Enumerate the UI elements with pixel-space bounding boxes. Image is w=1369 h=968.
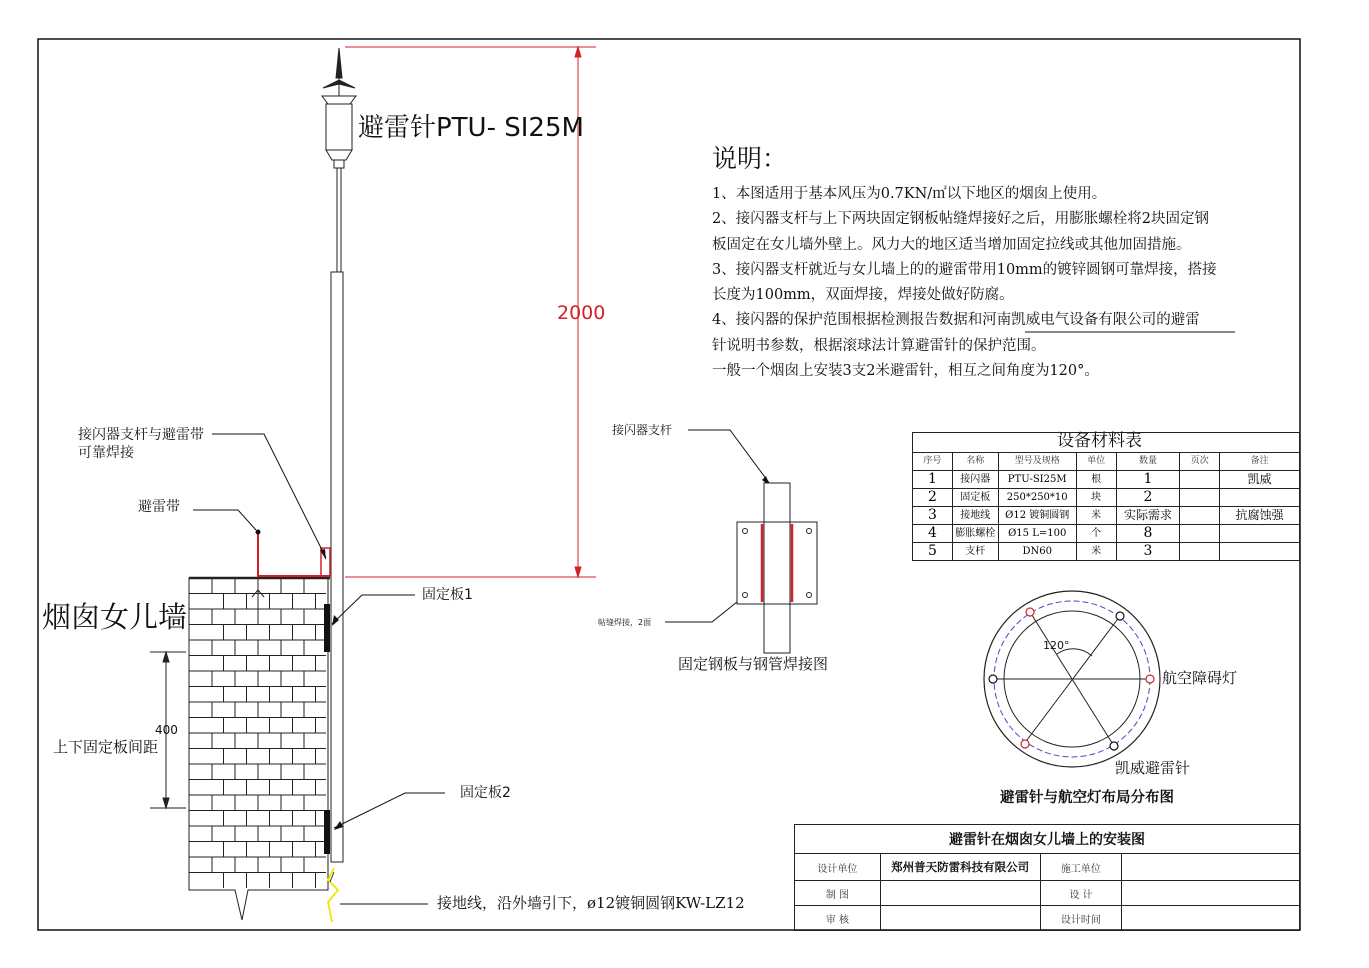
bom-header-cell: 单位 [1076,453,1116,471]
dimension-400-label: 400 [155,723,178,737]
note-line: 4、接闪器的保护范围根据检测报告数据和河南凯威电气设备有限公司的避雷 [712,312,1200,329]
bom-cell: 抗腐蚀强 [1220,507,1300,525]
weld-detail [737,483,817,653]
label-aviation-light: 航空障碍灯 [1162,669,1238,687]
label-kaiwei-rod: 凯威避雷针 [1115,759,1191,777]
bom-cell: 支杆 [952,543,998,561]
bom-row [913,507,1300,525]
note-line: 1、本图适用于基本风压为0.7KN/㎡以下地区的烟囱上使用。 [712,186,1107,202]
bom-header-cell: 型号及规格 [998,453,1076,471]
note-line: 针说明书参数，根据滚球法计算避雷针的保护范围。 [712,337,1046,354]
bom-cell [1180,525,1220,543]
bom-cell: 根 [1076,471,1116,489]
bom-cell [1220,543,1300,561]
bom-cell [1180,507,1220,525]
chimney-wall [189,578,328,920]
label-plate-2: 固定板2 [460,785,511,801]
construction-unit-label: 施工单位 [1040,854,1122,881]
label-support-weld-2: 可靠焊接 [78,445,134,461]
label-detail-weld: 帖缝焊接，2面 [598,618,652,627]
bom-cell: 4 [913,525,953,543]
bom-table [912,452,1300,561]
bom-cell: 块 [1076,489,1116,507]
fixing-plate-1-shape [324,604,330,652]
dimension-2000-label: 2000 [557,302,606,324]
label-lightning-belt: 避雷带 [138,499,180,515]
bom-cell [1180,471,1220,489]
wall-bricks [189,578,326,888]
drawing-title: 避雷针在烟囱女儿墙上的安装图 [795,825,1300,854]
note-line: 板固定在女儿墙外壁上。风力大的地区适当增加固定拉线或其他加固措施。 [712,236,1191,253]
bom-cell: 米 [1076,507,1116,525]
bom-cell: 2 [913,489,953,507]
bom-cell: 米 [1076,543,1116,561]
bom-cell [1180,543,1220,561]
note-line: 长度为100mm，双面焊接，焊接处做好防腐。 [712,287,1014,304]
bom-cell [1180,489,1220,507]
label-plate-spacing: 上下固定板间距 [53,738,159,756]
bom-cell [1220,525,1300,543]
bom-cell: PTU-SI25M [998,471,1076,489]
bom-cell: 3 [1116,543,1180,561]
label-support-weld-1: 接闪器支杆与避雷带 [78,427,204,443]
label-ground-wire: 接地线，沿外墙引下，ø12镀铜圆钢KW-LZ12 [437,894,745,912]
bom-cell: 1 [913,471,953,489]
bom-cell: 接闪器 [952,471,998,489]
drawn-by-label: 制 图 [795,881,881,906]
bom-header-cell: 数量 [1116,453,1180,471]
bom-cell: 1 [1116,471,1180,489]
label-chimney-wall: 烟囱女儿墙 [42,600,188,634]
bom-cell: 个 [1076,525,1116,543]
fixing-plate-2-shape [324,810,330,854]
bom-cell: 膨胀螺栓 [952,525,998,543]
bom-cell: Ø15 L=100 [998,525,1076,543]
bom-title: 设备材料表 [1057,431,1142,451]
bom-cell: 3 [913,507,953,525]
reviewer-label: 审 核 [795,906,881,931]
label-detail-support: 接闪器支杆 [612,423,673,437]
bom-cell: 250*250*10 [998,489,1076,507]
notes-body [712,182,1312,384]
note-line: 一般一个烟囱上安装3支2米避雷针，相互之间角度为120°。 [712,363,1099,380]
notes-heading: 说明： [712,144,788,173]
bom-header-cell: 备注 [1220,453,1300,471]
bom-cell: 2 [1116,489,1180,507]
bom-cell: 8 [1116,525,1180,543]
design-time-label: 设计时间 [1040,906,1122,931]
detail-title: 固定钢板与钢管焊接图 [678,655,829,673]
bom-row [913,543,1300,561]
bom-cell: DN60 [998,543,1076,561]
design-unit-value: 郑州普天防雷科技有限公司 [880,854,1040,881]
bom-cell: Ø12 镀铜圆钢 [998,507,1076,525]
bom-cell [1220,489,1300,507]
designer-value [1122,881,1300,906]
bom-header-cell: 序号 [913,453,953,471]
note-line: 2、接闪器支杆与上下两块固定钢板帖缝焊接好之后，用膨胀螺栓将2块固定钢 [712,211,1209,228]
bom-header-row [913,453,1300,471]
design-time-value [1122,906,1300,931]
bom-header-cell: 名称 [952,453,998,471]
ground-wire-shape [328,868,338,922]
bom-row [913,489,1300,507]
bom-header-cell: 页次 [1180,453,1220,471]
construction-unit-value [1122,854,1300,881]
designer-label: 设 计 [1040,881,1122,906]
note-line: 3、接闪器支杆就近与女儿墙上的的避雷带用10mm的镀锌圆钢可靠焊接，搭接 [712,261,1217,278]
bom-row [913,471,1300,489]
reviewer-value [880,906,1040,931]
leader-arrows [320,476,770,830]
bom-row [913,525,1300,543]
drawn-by-value [880,881,1040,906]
layout-title: 避雷针与航空灯布局分布图 [1000,790,1174,806]
bom-cell: 5 [913,543,953,561]
bom-cell: 接地线 [952,507,998,525]
design-unit-label: 设计单位 [795,854,881,881]
rod-label: 避雷针PTU- SI25M [358,113,584,143]
label-angle: 120° [1043,639,1070,652]
bom-title-frame [912,432,1300,452]
bom-cell: 实际需求 [1116,507,1180,525]
bom-cell: 固定板 [952,489,998,507]
layout-circle [984,591,1160,767]
bom-cell: 凯威 [1220,471,1300,489]
title-block [794,824,1300,931]
label-plate-1: 固定板1 [422,587,473,603]
